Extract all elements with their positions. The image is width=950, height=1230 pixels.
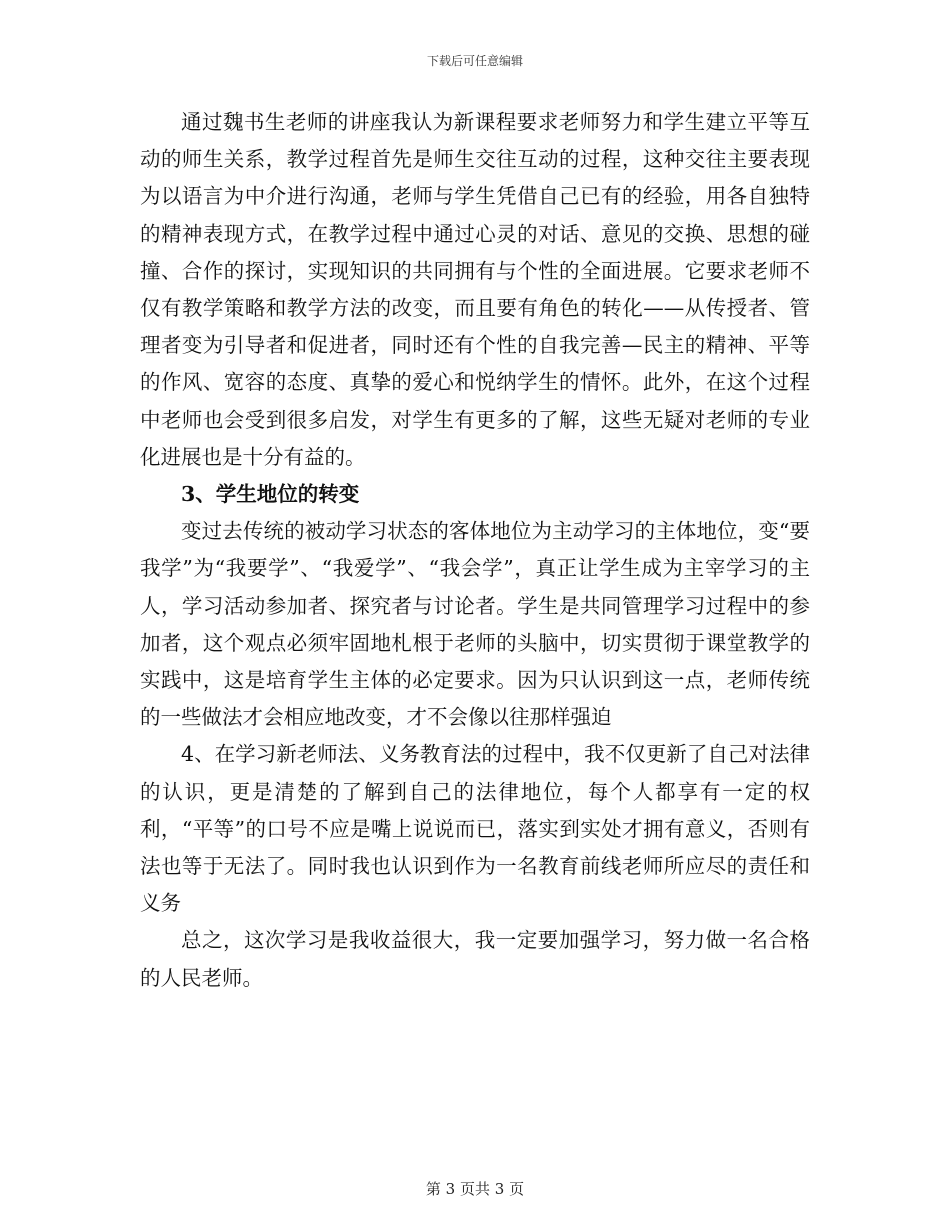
document-body	[140, 104, 810, 997]
page-number: 第 3 页共 3 页	[425, 1180, 525, 1198]
paragraph-conclusion: 总之，这次学习是我收益很大，我一定要加强学习，努力做一名合格的人民老师。	[140, 928, 810, 990]
paragraph-education-law: 4、在学习新老师法、义务教育法的过程中，我不仅更新了自己对法律的认识，更是清楚的了解到自己的法律地位，每个人都享有一定的权利，“平等”的口号不应是嘴上说说而已，落实到实处才拥有意义，否则有法也等于无法了。同时我也认识到作为一名教育前线老师所应尽的责任和义务	[140, 742, 810, 916]
page-header: 下载后可任意编辑	[426, 54, 523, 68]
paragraph-teacher-student-relationship: 通过魏书生老师的讲座我认为新课程要求老师努力和学生建立平等互动的师生关系，教学过程首先是师生交往互动的过程，这种交往主要表现为以语言为中介进行沟通，老师与学生凭借自己已有的经验，用各自独特的精神表现方式，在教学过程中通过心灵的对话、意见的交换、思想的碰撞、合作的探讨，实现知识的共同拥有与个性的全面进展。它要求老师不仅有教学策略和教学方法的改变，而且要有角色的转化——从传授者、管理者变为引导者和促进者，同时还有个性的自我完善—民主的精神、平等的作风、宽容的态度、真挚的爱心和悦纳学生的情怀。此外，在这个过程中老师也会受到很多启发，对学生有更多的了解，这些无疑对老师的专业化进展也是十分有益的。	[140, 110, 810, 469]
paragraph-student-subject-status: 变过去传统的被动学习状态的客体地位为主动学习的主体地位，变“要我学”为“我要学”、“我爱学”、“我会学”，真正让学生成为主宰学习的主人，学习活动参加者、探究者与讨论者。学生是共同管理学习过程中的参加者，这个观点必须牢固地札根于老师的头脑中，切实贯彻于课堂教学的实践中，这是培育学生主体的必定要求。因为只认识到这一点，老师传统的一些做法才会相应地改变，才不会像以往那样强迫	[140, 519, 810, 730]
section-heading-student-status: 3、学生地位的转变	[181, 482, 360, 507]
